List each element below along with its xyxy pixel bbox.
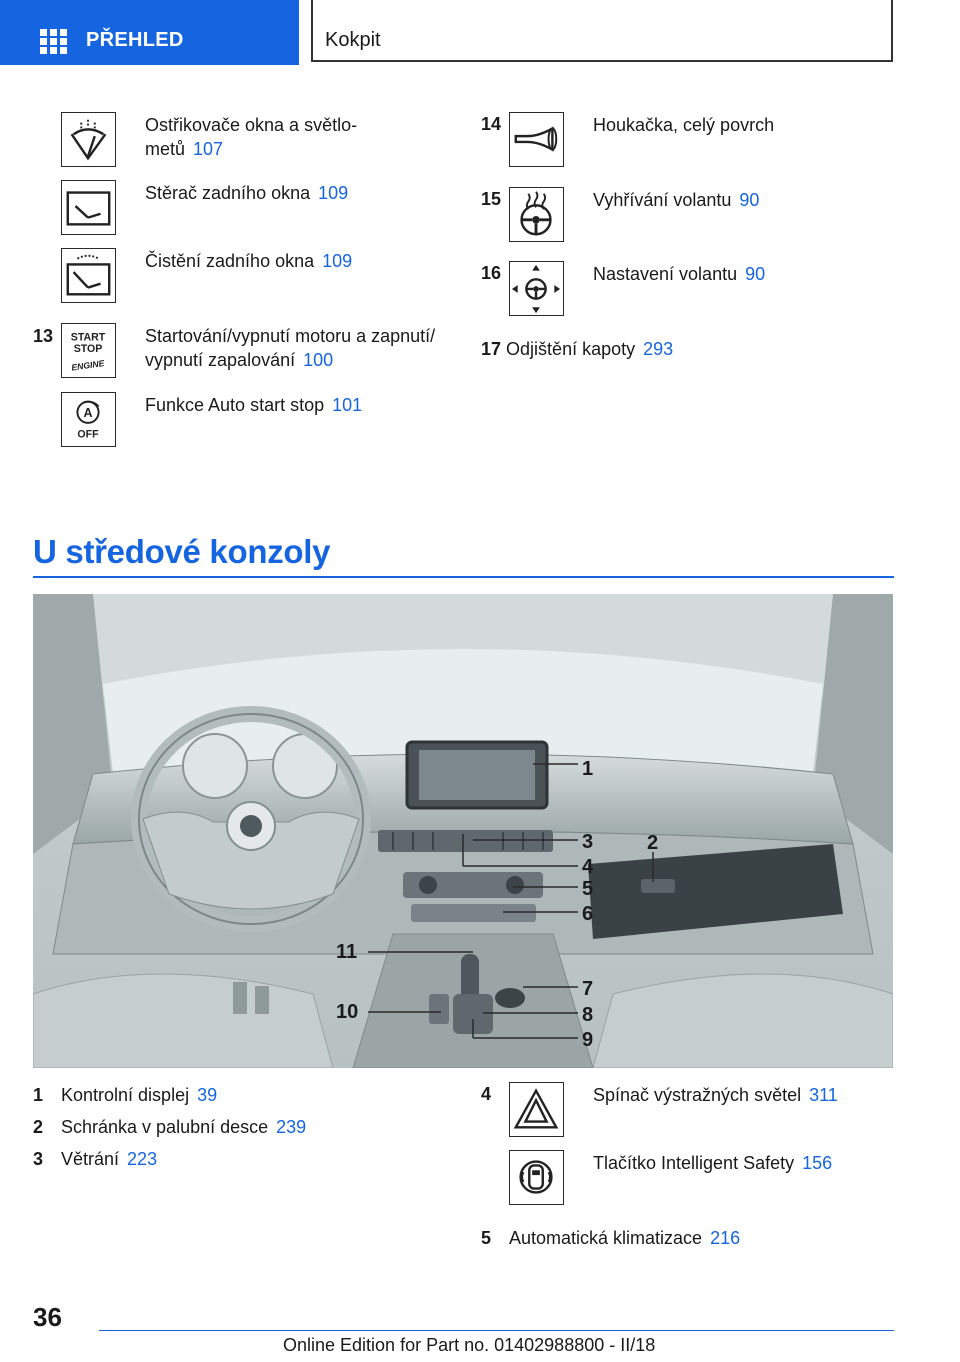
section-header-box (311, 0, 893, 62)
callout-2: 2 (647, 832, 659, 854)
footer-text: Online Edition for Part no. 01402988800 - II/18 (283, 1335, 656, 1355)
list-item: 5 Automatická klimatizace 216 (481, 1228, 741, 1248)
page-link[interactable]: 90 (739, 190, 760, 210)
page-link[interactable]: 239 (276, 1117, 307, 1137)
list-item: 1 Kontrolní displej 39 (33, 1085, 218, 1105)
page-link[interactable]: 100 (303, 350, 334, 370)
page-number: 36 (33, 1302, 62, 1332)
page-link[interactable]: 223 (127, 1149, 158, 1169)
section-name: Kokpit (325, 29, 381, 51)
callout-11: 11 (336, 941, 358, 963)
list-item: Funkce Auto start stop 101 (145, 395, 363, 415)
page-link[interactable]: 293 (643, 339, 674, 359)
page-link[interactable]: 156 (802, 1153, 833, 1173)
page-link[interactable]: 216 (710, 1228, 741, 1248)
page-link[interactable]: 90 (745, 264, 766, 284)
list-item: Nastavení volantu 90 (593, 264, 766, 284)
callout-9: 9 (582, 1029, 594, 1051)
rear-wiper-icon (61, 180, 116, 235)
steering-heat-icon (509, 187, 564, 242)
list-item: 2 Schránka v palubní desce 239 (33, 1117, 307, 1137)
page-link[interactable]: 107 (193, 139, 224, 159)
item-number: 15 (481, 189, 502, 209)
page-link[interactable]: 311 (809, 1085, 838, 1105)
list-item: Spínač výstražných světel 311 (593, 1085, 838, 1105)
grid-menu-icon[interactable] (40, 29, 67, 53)
page-link[interactable]: 109 (322, 251, 353, 271)
steering-adjust-icon (509, 261, 564, 316)
stop-label: STOP (73, 342, 103, 355)
list-item: Stěrač zadního okna 109 (145, 183, 349, 203)
callout-3: 3 (582, 831, 594, 853)
callout-4: 4 (582, 856, 594, 878)
list-item: Startování/vypnutí motoru a zapnutí/ vypnutí zapalování 100 (145, 326, 436, 370)
callout-8: 8 (582, 1004, 594, 1026)
section-title: U středové konzoly (33, 533, 331, 570)
start-stop-icon (61, 323, 116, 378)
section-divider (33, 576, 894, 578)
page-link[interactable]: 109 (318, 183, 349, 203)
callout-6: 6 (582, 903, 594, 925)
hazard-icon (509, 1082, 564, 1137)
rear-washer-icon (61, 248, 116, 303)
horn-icon (509, 112, 564, 167)
list-item: Čistění zadního okna 109 (145, 251, 353, 271)
page-link[interactable]: 39 (197, 1085, 218, 1105)
list-item: Vyhřívání volantu 90 (593, 190, 760, 210)
callout-1: 1 (582, 758, 594, 780)
page-link[interactable]: 101 (332, 395, 363, 415)
list-item: 17 Odjištění kapoty 293 (481, 339, 674, 359)
off-label: OFF (77, 428, 99, 441)
callout-5: 5 (582, 878, 594, 900)
footer-divider (99, 1330, 894, 1331)
item-number: 14 (481, 114, 502, 134)
start-label: START (70, 331, 106, 344)
list-item: Tlačítko Intelligent Safety 156 (593, 1153, 833, 1173)
dashboard-illustration (33, 594, 893, 1068)
nav-label[interactable]: PŘEHLED (86, 29, 184, 51)
auto-label: A (83, 406, 93, 421)
list-item: 3 Větrání 223 (33, 1149, 158, 1169)
item-number: 16 (481, 263, 502, 283)
auto-start-stop-off-icon (61, 392, 116, 447)
callout-7: 7 (582, 978, 594, 1000)
callout-10: 10 (336, 1001, 359, 1023)
item-number: 4 (481, 1084, 492, 1104)
list-item: Ostřikovače okna a světlo- metů 107 (145, 115, 358, 159)
washer-icon (61, 112, 116, 167)
item-number: 13 (33, 326, 54, 346)
engine-label: ENGINE (70, 358, 106, 373)
intelligent-safety-icon (509, 1150, 564, 1205)
list-item: Houkačka, celý povrch (593, 115, 775, 135)
